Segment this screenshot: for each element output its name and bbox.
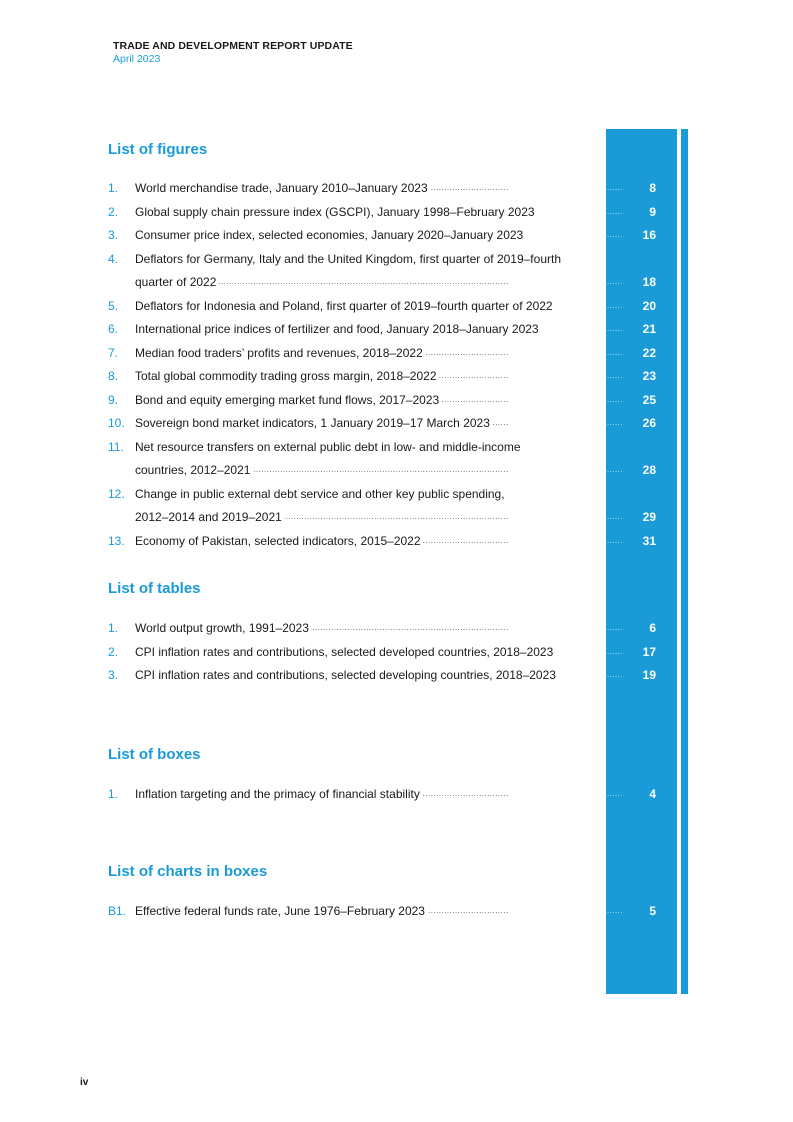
entry-number: 1. <box>108 181 119 195</box>
toc-entry[interactable] <box>108 783 658 807</box>
entry-list <box>108 617 658 688</box>
leader-dots: . . . . . . <box>607 326 622 333</box>
toc-entry[interactable] <box>108 641 658 665</box>
section-charts-in-boxes <box>108 862 658 918</box>
entry-number: 10. <box>108 416 125 430</box>
entry-number: 13. <box>108 533 125 548</box>
leader-dots: . . . . . . <box>607 672 622 679</box>
toc-entry[interactable] <box>108 664 658 688</box>
entry-list <box>108 783 658 807</box>
entry-number: 12. <box>108 486 125 501</box>
entry-title: Change in public external debt service and other key public spending, <box>135 486 505 501</box>
toc-entry[interactable] <box>108 295 658 319</box>
leader-dots: . . . . . . <box>607 373 622 380</box>
entry-page-number: 23 <box>642 369 656 383</box>
section-tables <box>108 579 658 682</box>
entry-page-number: 17 <box>642 644 656 659</box>
section-figures <box>108 140 658 548</box>
entry-number: 6. <box>108 322 119 336</box>
toc-entry[interactable] <box>108 412 658 436</box>
entry-number: 11. <box>108 439 124 454</box>
leader-dots: . . . . . . <box>607 514 622 521</box>
toc-entry[interactable] <box>108 224 658 248</box>
entry-page-number: 31 <box>642 533 656 548</box>
entry-number: 5. <box>108 298 119 313</box>
toc-entry[interactable] <box>108 483 658 530</box>
section-title: List of tables <box>108 580 201 597</box>
toc-entry[interactable] <box>108 318 658 342</box>
leader-dots: . . . . . . <box>607 467 622 474</box>
entry-title: Inflation targeting and the primacy of financial stability <box>135 787 420 801</box>
page-number: iv <box>80 1077 89 1088</box>
entry-title: Economy of Pakistan, selected indicators, 2015–2022 <box>135 533 421 548</box>
leader-dots: . . . . . . <box>607 279 622 286</box>
entry-page-number: 9 <box>649 204 656 219</box>
toc-entry[interactable] <box>108 177 658 201</box>
entry-title: Median food traders’ profits and revenues, 2018–2022 <box>135 345 423 360</box>
entry-number: B1. <box>108 904 127 918</box>
entry-title: Global supply chain pressure index (GSCPI), January 1998–February 2023 <box>135 204 535 219</box>
section-title: List of charts in boxes <box>108 863 268 880</box>
entry-title: quarter of 2022 <box>135 275 217 289</box>
toc-entry[interactable] <box>108 248 658 295</box>
toc-entry[interactable] <box>108 365 658 389</box>
entry-title: CPI inflation rates and contributions, selected developing countries, 2018–2023 <box>135 668 556 682</box>
leader-dots: . . . . . . <box>607 349 622 357</box>
entry-list <box>108 177 658 553</box>
entry-page-number: 28 <box>642 463 656 477</box>
entry-title: Consumer price index, selected economies, January 2020–January 2023 <box>135 228 524 242</box>
leader-dots: . . . . . . <box>607 302 622 310</box>
leader-dots: . . . . . . <box>607 420 622 427</box>
leader-dots: . . . . . . <box>607 625 622 632</box>
entry-list <box>108 900 658 924</box>
entry-page-number: 21 <box>642 322 656 336</box>
entry-title: World merchandise trade, January 2010–January 2023 <box>135 181 428 195</box>
toc-entry[interactable] <box>108 389 658 413</box>
entry-title: Deflators for Indonesia and Poland, first quarter of 2019–fourth quarter of 2022 <box>135 298 553 313</box>
report-date: April 2023 <box>113 53 161 65</box>
toc-entry[interactable] <box>108 900 658 924</box>
entry-page-number: 8 <box>649 181 656 195</box>
entry-number: 2. <box>108 204 119 219</box>
entry-number: 4. <box>108 251 119 266</box>
entry-number: 1. <box>108 621 119 635</box>
entry-number: 3. <box>108 668 119 682</box>
entry-title: Deflators for Germany, Italy and the United Kingdom, first quarter of 2019–fourth <box>135 251 561 266</box>
leader-dots: . . . . . . <box>607 232 622 239</box>
entry-page-number: 20 <box>642 298 656 313</box>
toc-entry[interactable] <box>108 617 658 641</box>
report-title: TRADE AND DEVELOPMENT REPORT UPDATE <box>113 40 353 52</box>
entry-title: World output growth, 1991–2023 <box>135 621 309 635</box>
toc-entry[interactable] <box>108 436 658 483</box>
decorative-stripe <box>681 129 688 994</box>
entry-number: 3. <box>108 228 119 242</box>
entry-number: 8. <box>108 369 119 383</box>
entry-title: Total global commodity trading gross margin, 2018–2022 <box>135 369 437 383</box>
toc-entry[interactable] <box>108 530 658 554</box>
toc-entry[interactable] <box>108 342 658 366</box>
entry-page-number: 5 <box>649 904 656 918</box>
leader-dots: . . . . . . <box>607 396 622 404</box>
section-boxes <box>108 745 658 801</box>
entry-title: 2012–2014 and 2019–2021 <box>135 510 282 524</box>
section-title: List of boxes <box>108 746 201 763</box>
leader-dots: . . . . . . <box>607 537 622 545</box>
leader-dots: . . . . . . <box>607 208 622 216</box>
entry-page-number: 4 <box>649 787 656 801</box>
entry-number: 7. <box>108 345 119 360</box>
entry-page-number: 6 <box>649 621 656 635</box>
entry-page-number: 26 <box>642 416 656 430</box>
entry-number: 9. <box>108 392 119 407</box>
leader-dots: . . . . . . <box>607 185 622 192</box>
entry-page-number: 19 <box>642 668 656 682</box>
entry-title: Net resource transfers on external public debt in low- and middle-income <box>135 439 521 454</box>
entry-title: Bond and equity emerging market fund flows, 2017–2023 <box>135 392 440 407</box>
toc-entry[interactable] <box>108 201 658 225</box>
entry-page-number: 29 <box>642 510 656 524</box>
entry-title: countries, 2012–2021 <box>135 463 251 477</box>
entry-page-number: 22 <box>642 345 656 360</box>
section-title: List of figures <box>108 141 208 158</box>
entry-page-number: 16 <box>642 228 656 242</box>
entry-title: Sovereign bond market indicators, 1 January 2019–17 March 2023 <box>135 416 490 430</box>
entry-page-number: 25 <box>642 392 656 407</box>
entry-number: 1. <box>108 787 119 801</box>
entry-title: Effective federal funds rate, June 1976–February 2023 <box>135 904 425 918</box>
leader-dots: . . . . . . <box>607 908 622 915</box>
leader-dots: . . . . . . <box>607 648 622 656</box>
entry-page-number: 18 <box>642 275 656 289</box>
entry-title: International price indices of fertilizer and food, January 2018–January 2023 <box>135 322 539 336</box>
entry-title: CPI inflation rates and contributions, selected developed countries, 2018–2023 <box>135 644 554 659</box>
entry-number: 2. <box>108 644 119 659</box>
leader-dots: . . . . . . <box>607 791 622 798</box>
report-header <box>113 40 353 66</box>
